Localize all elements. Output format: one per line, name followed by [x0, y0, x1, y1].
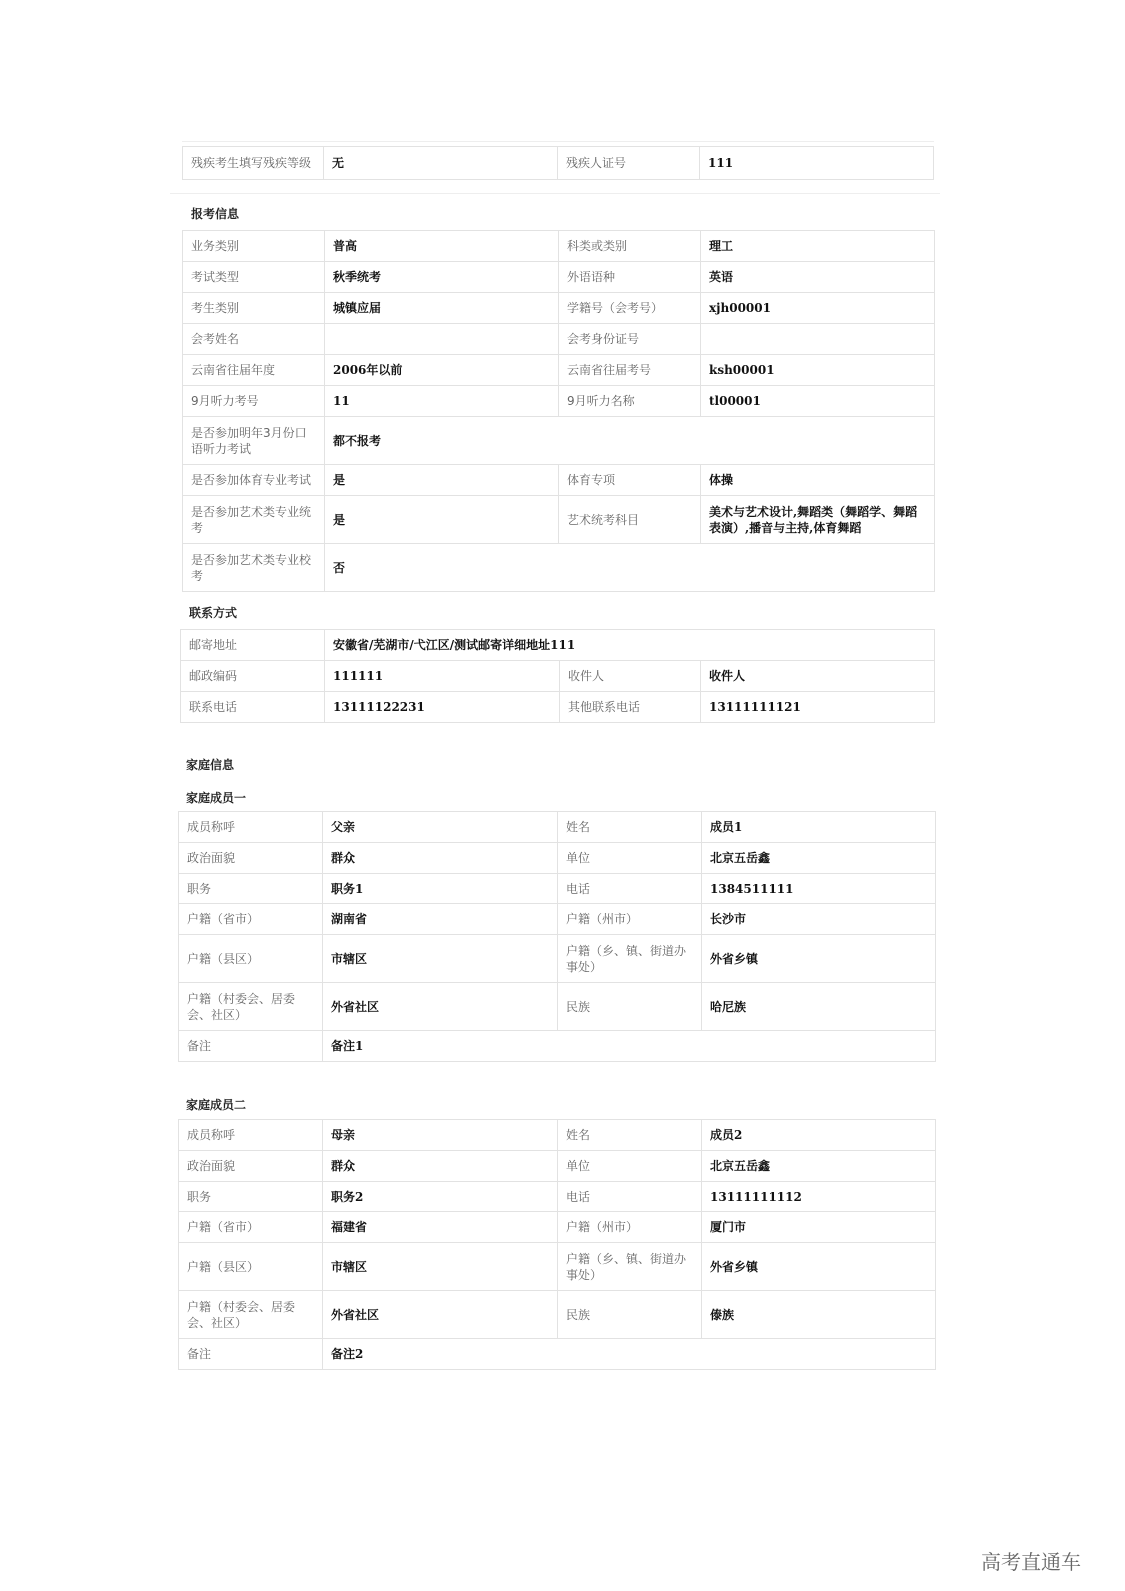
field-value: 母亲	[323, 1120, 558, 1151]
family-section-title: 家庭信息	[186, 758, 235, 772]
field-label: 职务	[179, 874, 323, 904]
field-value: 13111122231	[325, 692, 560, 723]
field-label: 备注	[179, 1339, 323, 1370]
field-value: 福建省	[323, 1212, 558, 1243]
field-label: 收件人	[560, 661, 701, 692]
table-row	[179, 1212, 936, 1243]
field-value: 13111111121	[701, 692, 935, 723]
field-label: 是否参加艺术类专业统考	[183, 496, 325, 544]
field-value: 秋季统考	[325, 262, 559, 293]
field-label: 邮寄地址	[181, 630, 325, 661]
table-row	[179, 1120, 936, 1151]
field-label: 姓名	[558, 812, 702, 843]
field-value: 否	[325, 544, 935, 592]
top-divider	[182, 141, 934, 142]
field-value: 成员1	[702, 812, 936, 843]
table-row	[181, 661, 935, 692]
field-value	[325, 324, 559, 355]
field-value: 城镇应届	[325, 293, 559, 324]
table-row	[183, 293, 935, 324]
field-label: 电话	[558, 874, 702, 904]
table-row	[179, 1291, 936, 1339]
field-label: 会考身份证号	[559, 324, 701, 355]
field-label: 成员称呼	[179, 1120, 323, 1151]
field-value: 北京五岳鑫	[702, 843, 936, 874]
table-row	[183, 386, 935, 417]
field-value: 理工	[701, 231, 935, 262]
field-value: xjh00001	[701, 293, 935, 324]
field-value: 备注2	[323, 1339, 936, 1370]
field-label: 政治面貌	[179, 1151, 323, 1182]
field-label: 姓名	[558, 1120, 702, 1151]
table-row	[183, 262, 935, 293]
field-label: 业务类别	[183, 231, 325, 262]
field-value: 哈尼族	[702, 983, 936, 1031]
field-label: 外语语种	[559, 262, 701, 293]
field-value: 职务2	[323, 1182, 558, 1212]
field-label: 户籍（乡、镇、街道办事处）	[558, 935, 702, 983]
table-row	[179, 812, 936, 843]
field-value: 美术与艺术设计,舞蹈类（舞蹈学、舞蹈表演）,播音与主持,体育舞蹈	[701, 496, 935, 544]
field-label: 电话	[558, 1182, 702, 1212]
field-label: 云南省往届年度	[183, 355, 325, 386]
table-row	[179, 1031, 936, 1062]
field-value: 职务1	[323, 874, 558, 904]
field-value	[701, 324, 935, 355]
field-label: 是否参加艺术类专业校考	[183, 544, 325, 592]
field-value: 群众	[323, 843, 558, 874]
field-value: 成员2	[702, 1120, 936, 1151]
field-value: 备注1	[323, 1031, 936, 1062]
field-value: 北京五岳鑫	[702, 1151, 936, 1182]
field-value: 长沙市	[702, 904, 936, 935]
table-row	[183, 465, 935, 496]
field-label: 户籍（县区）	[179, 935, 323, 983]
section-divider	[170, 193, 940, 194]
field-label: 是否参加体育专业考试	[183, 465, 325, 496]
family-member-1-title: 家庭成员一	[186, 791, 247, 805]
field-label: 考试类型	[183, 262, 325, 293]
exam-section-title: 报考信息	[191, 207, 240, 221]
field-label: 户籍（省市）	[179, 904, 323, 935]
field-label: 其他联系电话	[560, 692, 701, 723]
table-row	[179, 983, 936, 1031]
field-value: 11	[325, 386, 559, 417]
exam-table	[182, 230, 935, 592]
field-label: 单位	[558, 1151, 702, 1182]
field-label: 户籍（省市）	[179, 1212, 323, 1243]
field-label: 户籍（州市）	[558, 904, 702, 935]
field-label: 残疾人证号	[558, 147, 700, 180]
contact-table	[180, 629, 935, 723]
field-label: 云南省往届考号	[559, 355, 701, 386]
field-value: 英语	[701, 262, 935, 293]
field-label: 备注	[179, 1031, 323, 1062]
field-value: ksh00001	[701, 355, 935, 386]
field-label: 会考姓名	[183, 324, 325, 355]
table-row	[179, 1339, 936, 1370]
field-label: 民族	[558, 1291, 702, 1339]
field-value: 是	[325, 465, 559, 496]
field-label: 户籍（村委会、居委会、社区）	[179, 1291, 323, 1339]
field-value: tl00001	[701, 386, 935, 417]
family-member-2-title: 家庭成员二	[186, 1098, 247, 1112]
field-label: 户籍（州市）	[558, 1212, 702, 1243]
table-row	[183, 324, 935, 355]
table-row	[179, 1243, 936, 1291]
field-value: 2006年以前	[325, 355, 559, 386]
field-value: 外省乡镇	[702, 935, 936, 983]
table-row	[179, 935, 936, 983]
field-label: 户籍（县区）	[179, 1243, 323, 1291]
field-value: 111111	[325, 661, 560, 692]
field-label: 单位	[558, 843, 702, 874]
table-row	[183, 544, 935, 592]
field-value: 无	[324, 147, 558, 180]
field-label: 职务	[179, 1182, 323, 1212]
field-value: 外省社区	[323, 1291, 558, 1339]
field-value: 普高	[325, 231, 559, 262]
field-label: 是否参加明年3月份口语听力考试	[183, 417, 325, 465]
table-row	[183, 496, 935, 544]
field-label: 9月听力名称	[559, 386, 701, 417]
field-label: 邮政编码	[181, 661, 325, 692]
table-row	[179, 1182, 936, 1212]
field-value: 父亲	[323, 812, 558, 843]
field-value: 群众	[323, 1151, 558, 1182]
field-value: 安徽省/芜湖市/弋江区/测试邮寄详细地址111	[325, 630, 935, 661]
field-value: 傣族	[702, 1291, 936, 1339]
field-label: 政治面貌	[179, 843, 323, 874]
table-row	[183, 417, 935, 465]
table-row	[181, 630, 935, 661]
field-value: 是	[325, 496, 559, 544]
field-value: 1384511111	[702, 874, 936, 904]
field-value: 外省社区	[323, 983, 558, 1031]
field-label: 户籍（乡、镇、街道办事处）	[558, 1243, 702, 1291]
field-label: 科类或类别	[559, 231, 701, 262]
table-row	[179, 904, 936, 935]
table-row	[183, 231, 935, 262]
field-label: 户籍（村委会、居委会、社区）	[179, 983, 323, 1031]
field-label: 艺术统考科目	[559, 496, 701, 544]
field-value: 体操	[701, 465, 935, 496]
field-value: 都不报考	[325, 417, 935, 465]
table-row	[179, 1151, 936, 1182]
family-member-2-table	[178, 1119, 936, 1370]
watermark-text: 高考直通车	[981, 1550, 1081, 1574]
field-value: 收件人	[701, 661, 935, 692]
table-row	[181, 692, 935, 723]
field-label: 考生类别	[183, 293, 325, 324]
field-value: 厦门市	[702, 1212, 936, 1243]
field-value: 市辖区	[323, 935, 558, 983]
field-label: 联系电话	[181, 692, 325, 723]
field-value: 13111111112	[702, 1182, 936, 1212]
field-value: 外省乡镇	[702, 1243, 936, 1291]
field-label: 民族	[558, 983, 702, 1031]
table-row	[183, 147, 934, 180]
family-member-1-table	[178, 811, 936, 1062]
field-label: 9月听力考号	[183, 386, 325, 417]
contact-section-title: 联系方式	[189, 606, 238, 620]
field-value: 111	[700, 147, 934, 180]
table-row	[179, 874, 936, 904]
table-row	[179, 843, 936, 874]
table-row	[183, 355, 935, 386]
field-label: 成员称呼	[179, 812, 323, 843]
field-label: 体育专项	[559, 465, 701, 496]
field-label: 学籍号（会考号）	[559, 293, 701, 324]
field-label: 残疾考生填写残疾等级	[183, 147, 324, 180]
field-value: 市辖区	[323, 1243, 558, 1291]
field-value: 湖南省	[323, 904, 558, 935]
disability-table	[182, 146, 934, 180]
